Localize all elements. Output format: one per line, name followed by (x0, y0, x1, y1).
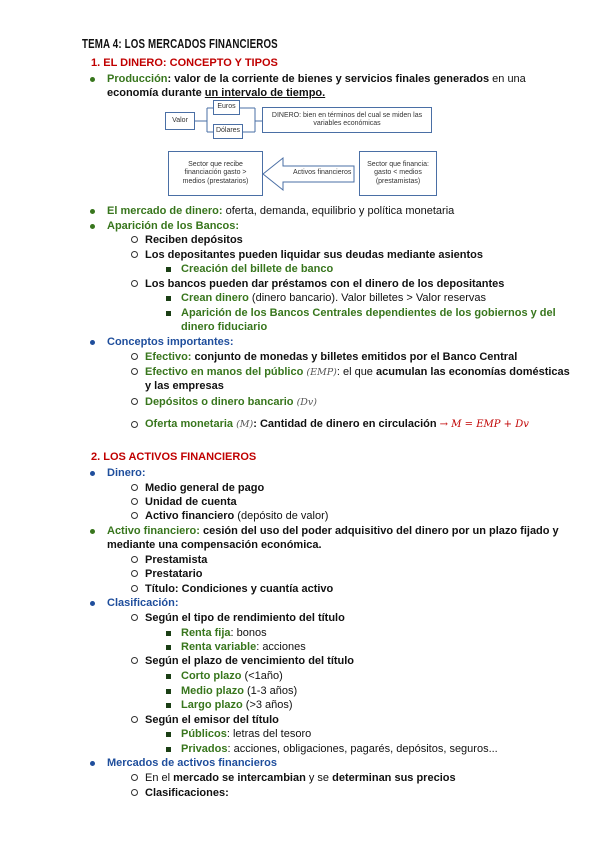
square-bullet-icon (166, 743, 171, 757)
circle-bullet-icon (131, 234, 138, 248)
square-bullet-icon (166, 307, 171, 321)
square-bullet-icon (166, 699, 171, 713)
circle-bullet-icon (131, 787, 138, 801)
bullet-icon (90, 205, 95, 219)
oferta-monetaria-line: Oferta monetaria (M): Cantidad de dinero en circulación → M = EMP + Dv (145, 418, 529, 430)
activo-financiero-line-1: Activo financiero: cesión del uso del poder adquisitivo del dinero por un plazo fijado y (107, 525, 559, 537)
bullet-icon (90, 757, 95, 771)
circle-bullet-icon (131, 419, 138, 433)
publicos: Públicos: letras del tesoro (181, 728, 312, 740)
emp-line-2: y las empresas (145, 380, 224, 392)
deficit-sector-box: Sector que recibe financiación gasto > medios (prestatarios) (168, 151, 263, 196)
privados: Privados: acciones, obligaciones, pagarés, depósitos, seguros... (181, 743, 498, 755)
circle-bullet-icon (131, 568, 138, 582)
crean-dinero: Crean dinero (dinero bancario). Valor billetes > Valor reservas (181, 292, 486, 304)
circle-bullet-icon (131, 496, 138, 510)
corto-plazo: Corto plazo (<1año) (181, 670, 283, 682)
activo-item: Prestatario (145, 568, 203, 580)
bancos-centrales-line-1: Aparición de los Bancos Centrales dependientes de los gobiernos y del (181, 307, 556, 319)
produccion-line-2: economía durante un intervalo de tiempo. (107, 87, 326, 99)
bancos-heading: Aparición de los Bancos: (107, 220, 240, 232)
bullet-icon (90, 467, 95, 481)
rendimiento-item: Según el tipo de rendimiento del título (145, 612, 345, 624)
largo-plazo: Largo plazo (>3 años) (181, 699, 293, 711)
page-title: TEMA 4: LOS MERCADOS FINANCIEROS (82, 37, 278, 51)
bancos-prestamos: Los bancos pueden dar préstamos con el dinero de los depositantes (145, 278, 505, 290)
circle-bullet-icon (131, 396, 138, 410)
dinero-item: Activo financiero (depósito de valor) (145, 510, 329, 522)
efectivo-line: Efectivo: conjunto de monedas y billetes emitidos por el Banco Central (145, 351, 518, 363)
circle-bullet-icon (131, 482, 138, 496)
dinero-item: Unidad de cuenta (145, 496, 237, 508)
clasificaciones-item: Clasificaciones: (145, 787, 229, 799)
circle-bullet-icon (131, 655, 138, 669)
activo-financiero-line-2: mediante una compensación económica. (107, 539, 322, 551)
bullet-icon (90, 220, 95, 234)
section-2-heading: 2. LOS ACTIVOS FINANCIEROS (91, 451, 257, 463)
square-bullet-icon (166, 627, 171, 641)
plazo-item: Según el plazo de vencimiento del título (145, 655, 355, 667)
superavit-sector-box: Sector que financia: gasto < medios (prestamistas) (359, 151, 437, 196)
dinero-item: Medio general de pago (145, 482, 265, 494)
circle-bullet-icon (131, 612, 138, 626)
bullet-icon (90, 597, 95, 611)
clasificacion-heading: Clasificación: (107, 597, 179, 609)
circle-bullet-icon (131, 366, 138, 380)
circle-bullet-icon (131, 351, 138, 365)
bullet-icon (90, 336, 95, 350)
square-bullet-icon (166, 263, 171, 277)
circle-bullet-icon (131, 554, 138, 568)
reciben-depositos: Reciben depósitos (145, 234, 243, 246)
bancos-centrales-line-2: dinero fiduciario (181, 321, 268, 333)
depositos-line: Depósitos o dinero bancario (Dv) (145, 396, 317, 408)
valor-box: Valor (165, 112, 195, 130)
square-bullet-icon (166, 292, 171, 306)
activo-item: Título: Condiciones y cuantía activo (145, 583, 334, 595)
bullet-icon (90, 525, 95, 539)
renta-fija: Renta fija: bonos (181, 627, 267, 639)
circle-bullet-icon (131, 714, 138, 728)
dinero-box: DINERO: bien en términos del cual se miden las variables económicas (262, 107, 432, 133)
euros-box: Euros (213, 100, 240, 115)
emp-line-1: Efectivo en manos del público (EMP): el que acumulan las economías domésticas (145, 366, 570, 378)
creacion-billete: Creación del billete de banco (181, 263, 334, 275)
circle-bullet-icon (131, 249, 138, 263)
liquidar-deudas: Los depositantes pueden liquidar sus deudas mediante asientos (145, 249, 484, 261)
produccion-line-1: Producción: valor de la corriente de bienes y servicios finales generados en una (107, 73, 526, 85)
dolares-box: Dólares (213, 124, 243, 139)
square-bullet-icon (166, 685, 171, 699)
activo-item: Prestamista (145, 554, 208, 566)
mercado-intercambio: En el mercado se intercambian y se determinan sus precios (145, 772, 456, 784)
square-bullet-icon (166, 670, 171, 684)
circle-bullet-icon (131, 772, 138, 786)
circle-bullet-icon (131, 278, 138, 292)
activos-financieros-label: Activos financieros (293, 169, 352, 176)
renta-variable: Renta variable: acciones (181, 641, 306, 653)
conceptos-heading: Conceptos importantes: (107, 336, 234, 348)
circle-bullet-icon (131, 583, 138, 597)
circle-bullet-icon (131, 510, 138, 524)
mercados-activos-heading: Mercados de activos financieros (107, 757, 277, 769)
medio-plazo: Medio plazo (1-3 años) (181, 685, 298, 697)
square-bullet-icon (166, 728, 171, 742)
dinero-heading: Dinero: (107, 467, 146, 479)
emisor-item: Según el emisor del título (145, 714, 279, 726)
section-1-heading: 1. EL DINERO: CONCEPTO Y TIPOS (91, 57, 278, 69)
mercado-dinero-line: El mercado de dinero: oferta, demanda, equilibrio y política monetaria (107, 205, 455, 217)
square-bullet-icon (166, 641, 171, 655)
